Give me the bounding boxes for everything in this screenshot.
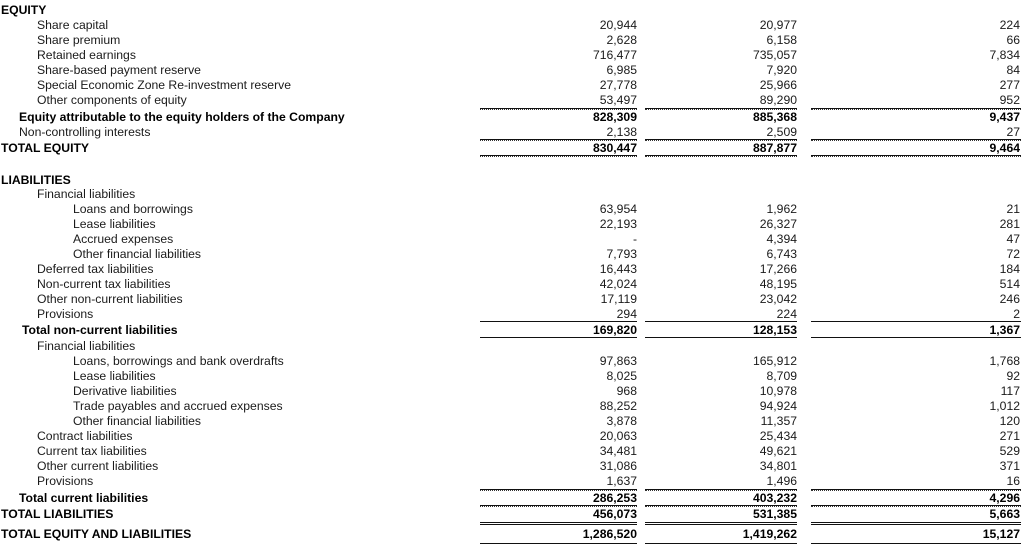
value-col-3: 1,012: [989, 399, 1020, 413]
value-col-1: 2,138: [606, 125, 637, 139]
row-label: Share capital: [37, 18, 109, 32]
value-col-2: 2,509: [766, 125, 797, 139]
value-col-3: 16: [1006, 474, 1020, 488]
value-col-2: 26,327: [759, 217, 797, 231]
value-col-1: 1,637: [606, 474, 637, 488]
value-col-1: 97,863: [599, 354, 637, 368]
total-underline-thin: [645, 156, 797, 157]
table-row: [0, 48, 1024, 63]
row-label: TOTAL EQUITY AND LIABILITIES: [1, 527, 192, 541]
value-col-2: 17,266: [759, 262, 797, 276]
value-col-2: 885,368: [752, 110, 797, 124]
value-col-2: 94,924: [759, 399, 797, 413]
value-col-1: 716,477: [592, 48, 637, 62]
value-col-2: 1,962: [766, 202, 797, 216]
value-col-2: 887,877: [752, 141, 797, 155]
value-col-3: 72: [1006, 247, 1020, 261]
row-label: Lease liabilities: [73, 217, 156, 231]
value-col-2: 49,621: [759, 444, 797, 458]
row-label: Total non-current liabilities: [22, 323, 178, 337]
value-col-1: 42,024: [599, 277, 637, 291]
total-row: [0, 507, 1024, 522]
table-row: [0, 414, 1024, 429]
value-col-2: 48,195: [759, 277, 797, 291]
value-col-1: 27,778: [599, 78, 637, 92]
grand-total-underline: [480, 543, 637, 544]
total-row: [0, 141, 1024, 156]
value-col-1: 20,944: [599, 18, 637, 32]
value-col-2: 25,966: [759, 78, 797, 92]
row-label: Deferred tax liabilities: [37, 262, 154, 276]
value-col-3: 120: [999, 414, 1020, 428]
value-col-1: 7,793: [606, 247, 637, 261]
value-col-1: 8,025: [606, 369, 637, 383]
value-col-2: 10,978: [759, 384, 797, 398]
value-col-1: 294: [616, 307, 637, 321]
table-row: [0, 384, 1024, 399]
value-col-3: 1,768: [989, 354, 1020, 368]
value-col-1: 88,252: [599, 399, 637, 413]
row-label: Derivative liabilities: [73, 384, 177, 398]
row-label: Current tax liabilities: [37, 444, 147, 458]
value-col-1: -: [632, 232, 637, 246]
value-col-1: 63,954: [599, 202, 637, 216]
table-row: [0, 444, 1024, 459]
value-col-2: 1,496: [766, 474, 797, 488]
row-label: Other current liabilities: [37, 459, 159, 473]
subtotal-underline: [811, 337, 1021, 338]
grand-total-double-rule: [480, 522, 637, 525]
value-col-1: 53,497: [599, 93, 637, 107]
table-row: [0, 18, 1024, 33]
value-col-3: 27: [1006, 125, 1020, 139]
table-row: [0, 217, 1024, 232]
value-col-2: 7,920: [766, 63, 797, 77]
value-col-1: 830,447: [592, 141, 637, 155]
value-col-2: 11,357: [760, 414, 797, 428]
value-col-1: 968: [616, 384, 637, 398]
row-label: Provisions: [37, 307, 94, 321]
row-label: Loans, borrowings and bank overdrafts: [73, 354, 284, 368]
row-label: Other non-current liabilities: [37, 292, 183, 306]
row-label: Non-current tax liabilities: [37, 277, 171, 291]
value-col-3: 84: [1006, 63, 1020, 77]
row-label: Non-controlling interests: [19, 125, 151, 139]
row-label: Accrued expenses: [73, 232, 174, 246]
table-row: [0, 78, 1024, 93]
value-col-3: 9,464: [989, 141, 1020, 155]
value-col-3: 514: [999, 277, 1020, 291]
row-label: Equity attributable to the equity holders of the Company: [19, 110, 345, 124]
value-col-3: 92: [1006, 369, 1020, 383]
section-heading-liabilities: [0, 173, 1024, 188]
value-col-1: 31,086: [599, 459, 637, 473]
value-col-3: 5,663: [989, 507, 1020, 521]
table-row: [0, 429, 1024, 444]
value-col-3: 529: [999, 444, 1020, 458]
value-col-3: 47: [1006, 232, 1020, 246]
value-col-3: 246: [999, 292, 1020, 306]
row-label: Share premium: [37, 33, 121, 47]
value-col-2: 23,042: [759, 292, 797, 306]
table-row: [0, 232, 1024, 247]
table-row: [0, 339, 1024, 354]
subtotal-row: [0, 323, 1024, 338]
row-label: Contract liabilities: [37, 429, 133, 443]
value-col-1: 22,193: [599, 217, 637, 231]
value-col-1: 20,063: [599, 429, 637, 443]
value-col-3: 2: [1013, 307, 1020, 321]
grand-total-double-rule: [645, 522, 797, 525]
grand-total-underline: [645, 543, 797, 544]
table-row: [0, 63, 1024, 78]
table-row: [0, 125, 1024, 140]
value-col-3: 15,127: [982, 527, 1020, 541]
value-col-1: 286,253: [592, 491, 637, 505]
value-col-3: 9,437: [989, 110, 1020, 124]
subtotal-rule: [480, 321, 637, 322]
table-row: [0, 262, 1024, 277]
value-col-2: 165,912: [752, 354, 797, 368]
row-label: Lease liabilities: [73, 369, 156, 383]
value-col-2: 34,801: [759, 459, 797, 473]
row-label: Special Economic Zone Re-investment reserve: [37, 78, 292, 92]
value-col-3: 1,367: [989, 323, 1020, 337]
value-col-1: 169,820: [592, 323, 637, 337]
value-col-2: 6,158: [766, 33, 797, 47]
value-col-3: 66: [1006, 33, 1020, 47]
value-col-3: 21: [1006, 202, 1020, 216]
subtotal-row: [0, 491, 1024, 506]
table-row: [0, 33, 1024, 48]
value-col-2: 25,434: [759, 429, 797, 443]
subtotal-rule: [811, 321, 1021, 322]
value-col-2: 224: [776, 307, 797, 321]
table-row: [0, 93, 1024, 108]
table-row: [0, 354, 1024, 369]
subtotal-underline: [645, 337, 797, 338]
subtotal-row: [0, 110, 1024, 125]
value-col-1: 3,878: [606, 414, 637, 428]
row-label: Share-based payment reserve: [37, 63, 201, 77]
value-col-2: 6,743: [766, 247, 797, 261]
table-row: [0, 277, 1024, 292]
row-label: Other financial liabilities: [73, 414, 202, 428]
value-col-3: 4,296: [989, 491, 1020, 505]
row-label: Financial liabilities: [37, 339, 136, 353]
value-col-3: 271: [999, 429, 1020, 443]
value-col-2: 735,057: [752, 48, 797, 62]
value-col-2: 89,290: [759, 93, 797, 107]
total-underline-thin: [811, 156, 1021, 157]
table-row: [0, 292, 1024, 307]
subtotal-rule: [645, 321, 797, 322]
row-label: Other components of equity: [37, 93, 187, 107]
value-col-2: 4,394: [766, 232, 797, 246]
table-row: [0, 187, 1024, 202]
value-col-3: 952: [999, 93, 1020, 107]
value-col-2: 403,232: [752, 491, 797, 505]
row-label: TOTAL LIABILITIES: [1, 507, 114, 521]
value-col-1: 16,443: [599, 262, 637, 276]
value-col-2: 1,419,262: [742, 527, 797, 541]
section-heading-equity: [0, 3, 1024, 18]
table-row: [0, 307, 1024, 322]
row-label: Provisions: [37, 474, 94, 488]
table-row: [0, 474, 1024, 489]
value-col-3: 184: [999, 262, 1020, 276]
row-label: Loans and borrowings: [73, 202, 193, 216]
row-label: Financial liabilities: [37, 187, 136, 201]
table-row: [0, 459, 1024, 474]
value-col-1: 2,628: [606, 33, 637, 47]
grand-total-double-rule: [811, 522, 1021, 525]
value-col-3: 224: [999, 18, 1020, 32]
row-label: Retained earnings: [37, 48, 136, 62]
value-col-3: 277: [999, 78, 1020, 92]
row-label: Total current liabilities: [19, 491, 149, 505]
row-label: Trade payables and accrued expenses: [73, 399, 283, 413]
row-label: TOTAL EQUITY: [1, 141, 90, 155]
value-col-1: 828,309: [592, 110, 637, 124]
value-col-3: 117: [1000, 384, 1020, 398]
table-row: [0, 247, 1024, 262]
table-row: [0, 202, 1024, 217]
value-col-3: 371: [999, 459, 1020, 473]
value-col-2: 20,977: [759, 18, 797, 32]
section-heading-label: EQUITY: [1, 3, 47, 17]
table-row: [0, 369, 1024, 384]
subtotal-underline: [480, 337, 637, 338]
value-col-1: 6,985: [606, 63, 637, 77]
section-heading-label: LIABILITIES: [1, 173, 71, 187]
value-col-1: 456,073: [592, 507, 637, 521]
value-col-3: 281: [999, 217, 1020, 231]
table-row: [0, 399, 1024, 414]
value-col-1: 34,481: [599, 444, 637, 458]
value-col-3: 7,834: [989, 48, 1020, 62]
total-underline-thin: [480, 156, 637, 157]
value-col-1: 17,119: [600, 292, 637, 306]
value-col-1: 1,286,520: [582, 527, 637, 541]
row-label: Other financial liabilities: [73, 247, 202, 261]
value-col-2: 128,153: [752, 323, 797, 337]
value-col-2: 531,385: [752, 507, 797, 521]
value-col-2: 8,709: [766, 369, 797, 383]
grand-total-underline: [811, 543, 1021, 544]
grand-total-row: [0, 527, 1024, 542]
